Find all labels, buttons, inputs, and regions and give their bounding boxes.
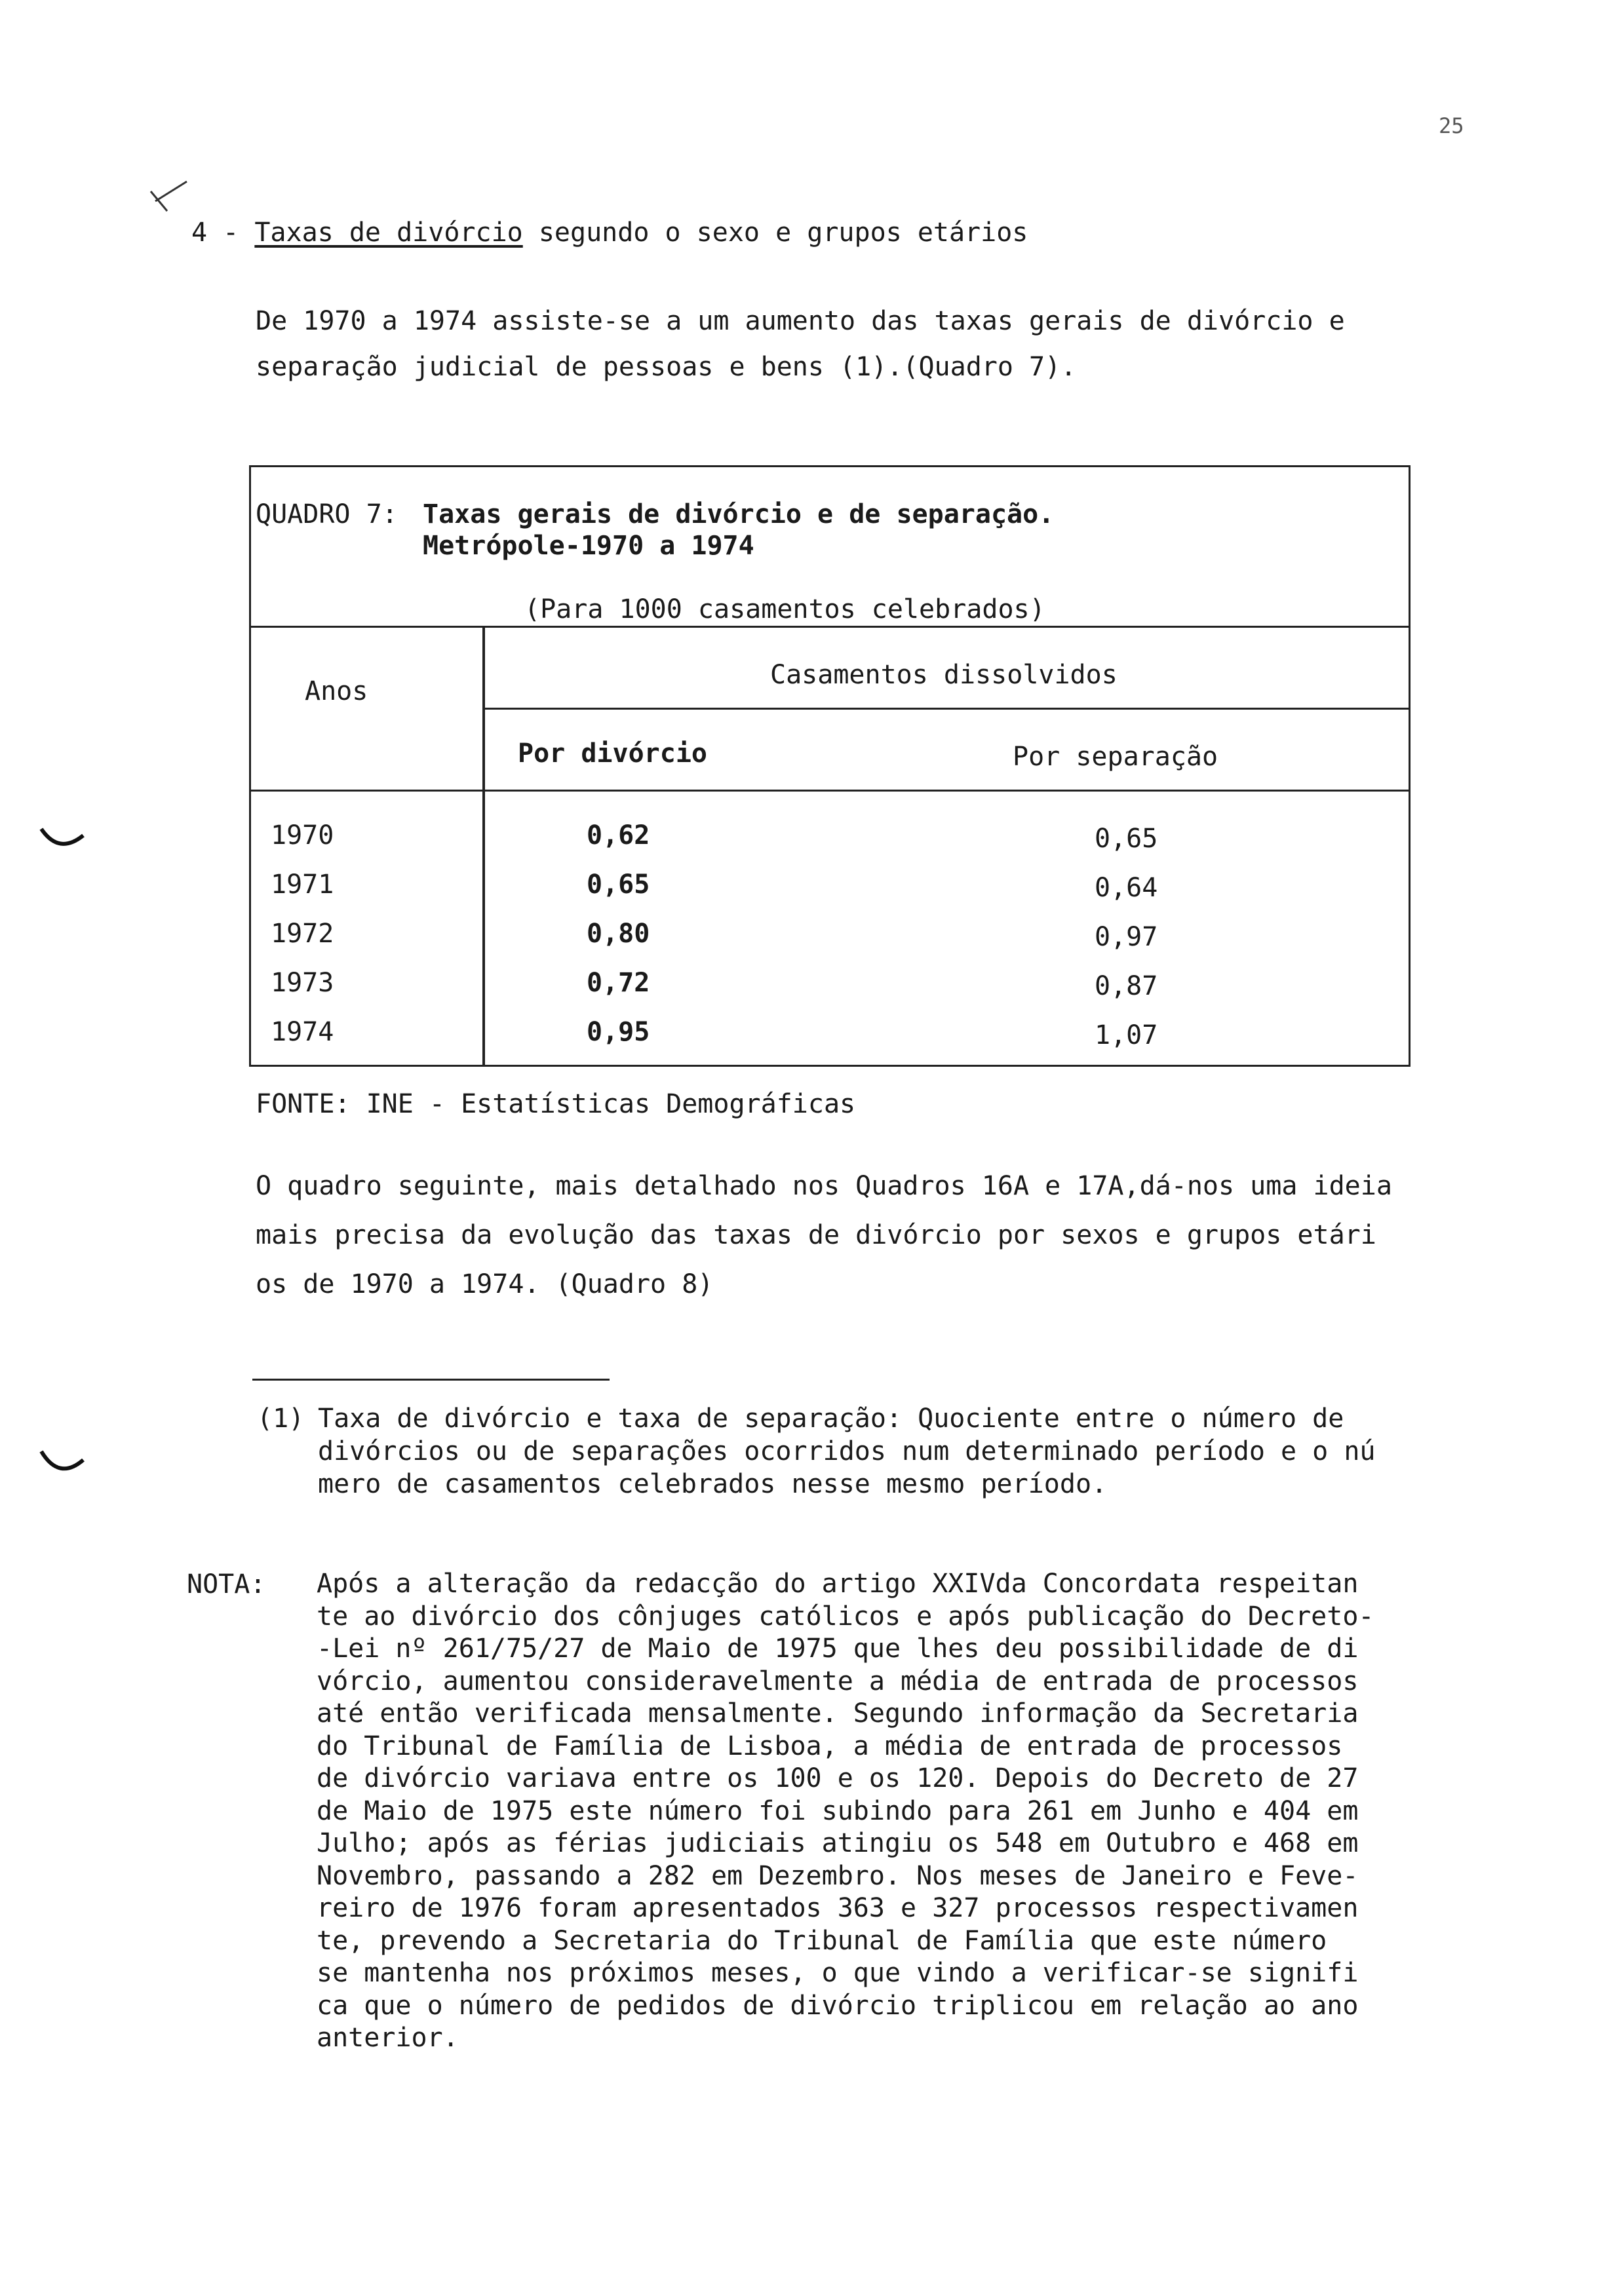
table-caption-title: Taxas gerais de divórcio e de separação.: [423, 499, 1055, 529]
note-line: até então verificada mensalmente. Segundo informação da Secretaria: [317, 1698, 1359, 1729]
note-line: Após a alteração da redacção do artigo XXIVda Concordata respeitan: [317, 1569, 1359, 1599]
footnote-line-3: mero de casamentos celebrados nesse mesmo período.: [318, 1469, 1108, 1499]
note-line: vórcio, aumentou consideravelmente a média de entrada de processos: [317, 1666, 1359, 1696]
punch-hole-mark-icon: [36, 1442, 88, 1487]
column-header-years: Anos: [305, 676, 368, 706]
paragraph-2-line-3: os de 1970 a 1974. (Quadro 8): [256, 1269, 714, 1299]
footnote-line-2: divórcios ou de separações ocorridos num determinado período e o nú: [318, 1436, 1376, 1466]
table-row-separation: 0,97: [1095, 922, 1158, 952]
table-row-separation: 0,87: [1095, 971, 1158, 1001]
footnote-marker: (1): [257, 1404, 305, 1434]
table-divider: [249, 626, 1411, 628]
table-row-divorce: 0,62: [587, 820, 650, 851]
note-line: Novembro, passando a 282 em Dezembro. Nos meses de Janeiro e Feve-: [317, 1860, 1359, 1891]
paragraph-2-line-2: mais precisa da evolução das taxas de divórcio por sexos e grupos etári: [256, 1220, 1376, 1250]
table-row-separation: 0,64: [1095, 873, 1158, 903]
note-line: reiro de 1976 foram apresentados 363 e 327 processos respectivamen: [317, 1893, 1359, 1923]
column-group-header: Casamentos dissolvidos: [770, 660, 1118, 690]
table-source: FONTE: INE - Estatísticas Demográficas: [256, 1089, 856, 1119]
note-line: Julho; após as férias judiciais atingiu os 548 em Outubro e 468 em: [317, 1828, 1359, 1858]
note-line: te, prevendo a Secretaria do Tribunal de Família que este número: [317, 1925, 1327, 1956]
note-line: te ao divórcio dos cônjuges católicos e após publicação do Decreto-: [317, 1601, 1374, 1632]
intro-line-2: separação judicial de pessoas e bens (1).(Quadro 7).: [256, 352, 1077, 382]
table-caption-subtitle: Metrópole-1970 a 1974: [423, 531, 754, 561]
section-number: 4 -: [191, 218, 239, 248]
note-line: de Maio de 1975 este número foi subindo para 261 em Junho e 404 em: [317, 1795, 1359, 1826]
table-row-year: 1970: [271, 820, 334, 851]
note-line: do Tribunal de Família de Lisboa, a média de entrada de processos: [317, 1731, 1343, 1761]
note-line: de divórcio variava entre os 100 e os 120. Depois do Decreto de 27: [317, 1763, 1359, 1793]
intro-line-1: De 1970 a 1974 assiste-se a um aumento das taxas gerais de divórcio e: [256, 306, 1345, 336]
table-divider: [484, 708, 1411, 710]
note-label: NOTA:: [187, 1569, 266, 1599]
table-row-year: 1973: [271, 968, 334, 998]
table-row-divorce: 0,65: [587, 870, 650, 900]
table-row-year: 1974: [271, 1017, 334, 1047]
footnote-rule: [252, 1379, 610, 1381]
table-row-year: 1972: [271, 919, 334, 949]
table-unit: (Para 1000 casamentos celebrados): [524, 594, 1045, 624]
note-body: [317, 1568, 1374, 2055]
note-line: se mantenha nos próximos meses, o que vindo a verificar-se signifi: [317, 1958, 1359, 1988]
section-heading: [191, 216, 1028, 249]
column-header-separation: Por separação: [1013, 742, 1218, 772]
page-number: 25: [1439, 113, 1464, 138]
table-row-separation: 0,65: [1095, 824, 1158, 854]
note-line: anterior.: [317, 2023, 459, 2053]
note-line: -Lei nº 261/75/27 de Maio de 1975 que lhes deu possibilidade de di: [317, 1634, 1359, 1664]
table-row-separation: 1,07: [1095, 1020, 1158, 1050]
section-title-rest: segundo o sexo e grupos etários: [538, 218, 1028, 248]
column-header-divorce: Por divórcio: [518, 738, 707, 769]
table-row-divorce: 0,95: [587, 1017, 650, 1047]
table-row-year: 1971: [271, 870, 334, 900]
table-row-divorce: 0,72: [587, 968, 650, 998]
table-caption-label: QUADRO 7:: [256, 499, 398, 529]
footnote-line-1: Taxa de divórcio e taxa de separação: Quociente entre o número de: [318, 1404, 1344, 1434]
check-mark-icon: [147, 178, 193, 218]
section-title-underlined: Taxas de divórcio: [254, 218, 523, 248]
table-divider: [249, 790, 1411, 792]
punch-hole-mark-icon: [36, 822, 88, 862]
paragraph-2-line-1: O quadro seguinte, mais detalhado nos Quadros 16A e 17A,dá-nos uma ideia: [256, 1171, 1392, 1201]
table-divider: [482, 626, 485, 1067]
note-line: ca que o número de pedidos de divórcio triplicou em relação ao ano: [317, 1990, 1359, 2021]
table-row-divorce: 0,80: [587, 919, 650, 949]
